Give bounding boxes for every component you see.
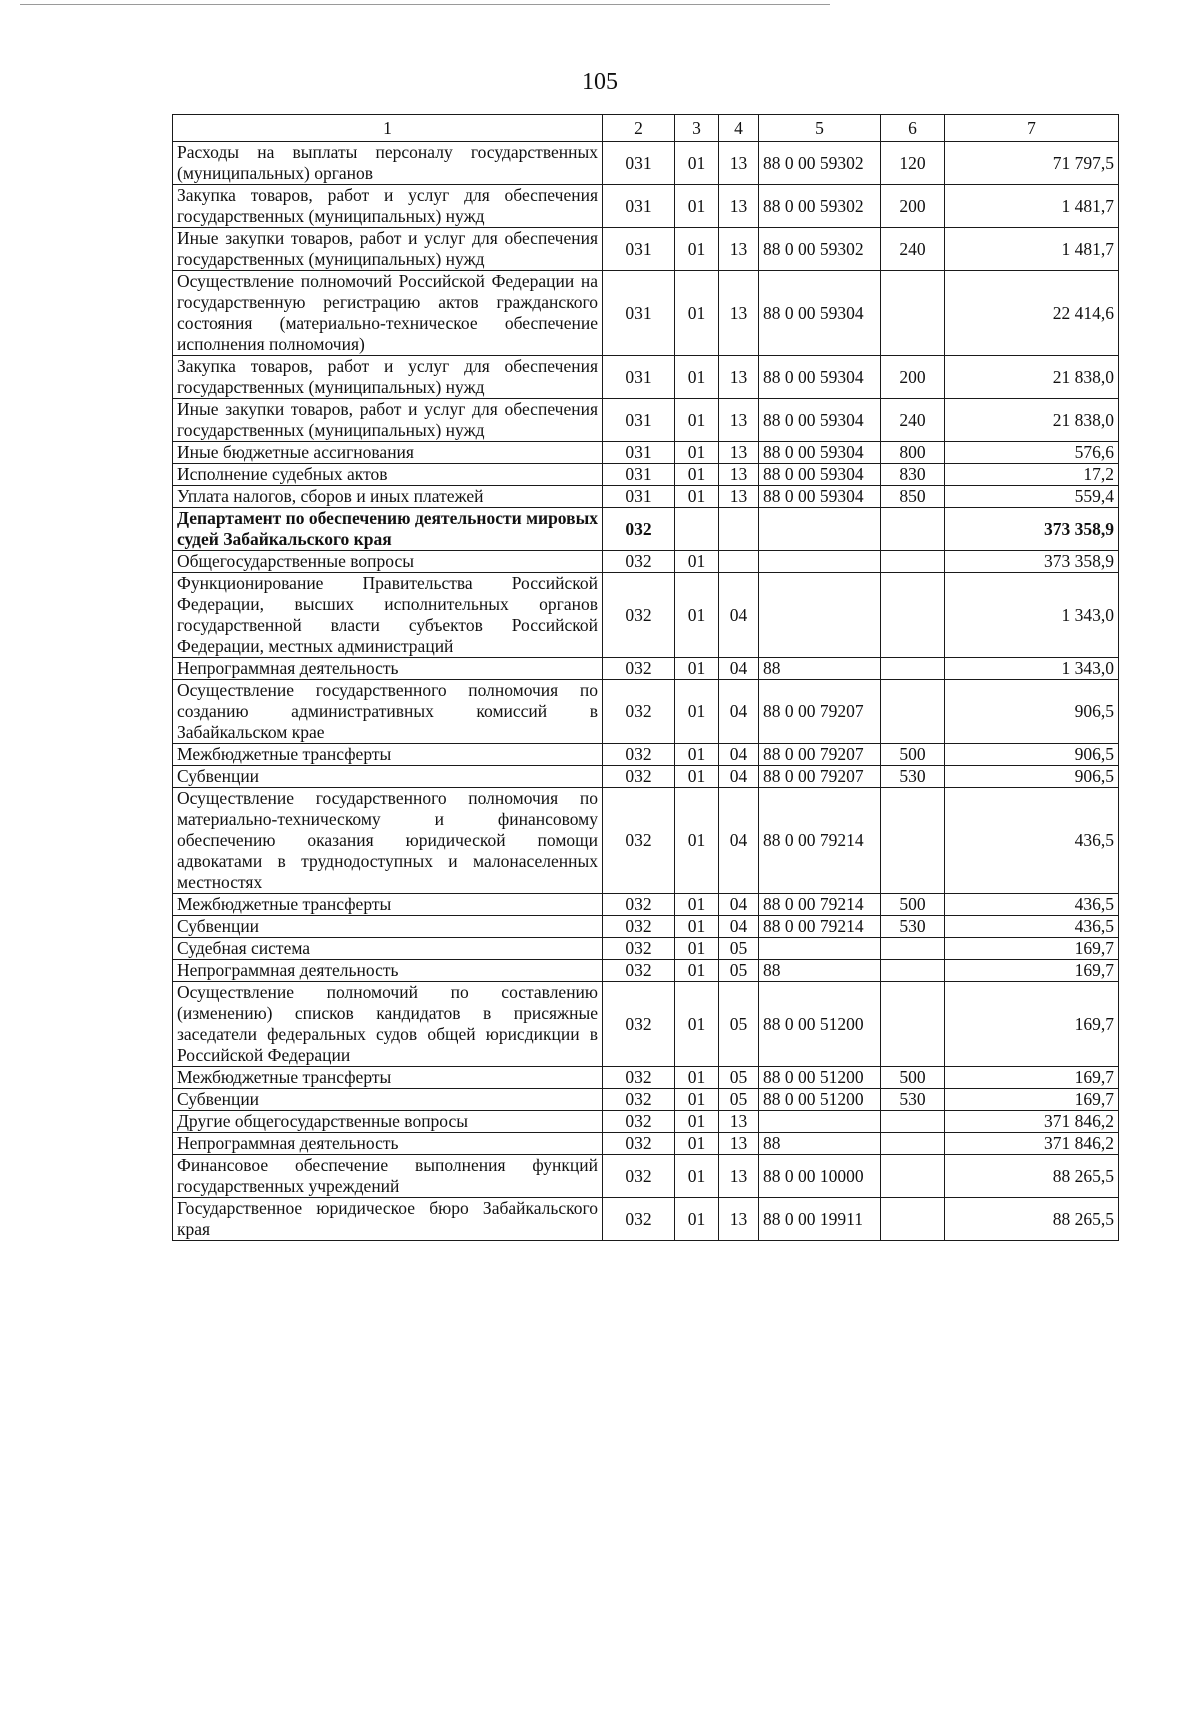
subsection-code: 13 (719, 356, 759, 399)
expense-type-code (881, 788, 945, 894)
section-code: 01 (675, 356, 719, 399)
table-row (173, 982, 1119, 1067)
section-code: 01 (675, 1111, 719, 1133)
section-code: 01 (675, 573, 719, 658)
target-article-code: 88 (759, 1133, 881, 1155)
ministry-code: 032 (603, 1089, 675, 1111)
section-code: 01 (675, 228, 719, 271)
subsection-code: 04 (719, 744, 759, 766)
target-article-code (759, 573, 881, 658)
table-row (173, 766, 1119, 788)
section-code (675, 508, 719, 551)
item-name: Иные закупки товаров, работ и услуг для обеспечения государственных (муниципальных) нужд (173, 399, 603, 442)
item-name: Исполнение судебных актов (173, 464, 603, 486)
table-row (173, 744, 1119, 766)
expense-type-code (881, 658, 945, 680)
subsection-code: 05 (719, 1067, 759, 1089)
ministry-code: 032 (603, 1111, 675, 1133)
target-article-code: 88 0 00 79214 (759, 788, 881, 894)
col-header-2: 2 (603, 115, 675, 142)
section-code: 01 (675, 680, 719, 744)
subsection-code: 04 (719, 766, 759, 788)
table-row (173, 788, 1119, 894)
section-code: 01 (675, 960, 719, 982)
ministry-code: 032 (603, 573, 675, 658)
target-article-code: 88 0 00 59302 (759, 228, 881, 271)
ministry-code: 032 (603, 960, 675, 982)
amount: 88 265,5 (945, 1198, 1119, 1241)
item-name: Судебная система (173, 938, 603, 960)
section-code: 01 (675, 788, 719, 894)
item-name: Осуществление государственного полномочия по созданию административных комиссий в Забайкальском крае (173, 680, 603, 744)
expense-type-code (881, 271, 945, 356)
table-row (173, 573, 1119, 658)
target-article-code: 88 0 00 51200 (759, 1089, 881, 1111)
subsection-code: 13 (719, 1111, 759, 1133)
amount: 371 846,2 (945, 1133, 1119, 1155)
target-article-code: 88 0 00 59302 (759, 142, 881, 185)
item-name: Межбюджетные трансферты (173, 1067, 603, 1089)
item-name: Финансовое обеспечение выполнения функций государственных учреждений (173, 1155, 603, 1198)
expense-type-code: 850 (881, 486, 945, 508)
section-code: 01 (675, 399, 719, 442)
item-name: Непрограммная деятельность (173, 960, 603, 982)
amount: 169,7 (945, 960, 1119, 982)
amount: 371 846,2 (945, 1111, 1119, 1133)
amount: 21 838,0 (945, 356, 1119, 399)
ministry-code: 032 (603, 1067, 675, 1089)
subsection-code: 04 (719, 658, 759, 680)
item-name: Осуществление полномочий Российской Федерации на государственную регистрацию актов гражданского состояния (материально-техническое обеспечение исполнения полномочия) (173, 271, 603, 356)
item-name: Закупка товаров, работ и услуг для обеспечения государственных (муниципальных) нужд (173, 356, 603, 399)
expense-type-code: 530 (881, 766, 945, 788)
expense-type-code: 500 (881, 744, 945, 766)
table-row (173, 680, 1119, 744)
page-number: 105 (582, 69, 618, 95)
amount: 169,7 (945, 982, 1119, 1067)
subsection-code: 05 (719, 960, 759, 982)
ministry-code: 032 (603, 744, 675, 766)
subsection-code (719, 551, 759, 573)
table-row (173, 508, 1119, 551)
table-row (173, 1111, 1119, 1133)
expense-type-code (881, 1155, 945, 1198)
section-code: 01 (675, 766, 719, 788)
subsection-code: 05 (719, 1089, 759, 1111)
expense-type-code (881, 1111, 945, 1133)
table-row (173, 938, 1119, 960)
subsection-code (719, 508, 759, 551)
subsection-code: 04 (719, 680, 759, 744)
table-row (173, 1133, 1119, 1155)
item-name: Межбюджетные трансферты (173, 744, 603, 766)
target-article-code: 88 0 00 79207 (759, 680, 881, 744)
target-article-code: 88 0 00 10000 (759, 1155, 881, 1198)
expense-type-code: 500 (881, 894, 945, 916)
item-name: Субвенции (173, 766, 603, 788)
amount: 88 265,5 (945, 1155, 1119, 1198)
ministry-code: 031 (603, 142, 675, 185)
expense-type-code (881, 1198, 945, 1241)
target-article-code: 88 0 00 51200 (759, 1067, 881, 1089)
ministry-code: 031 (603, 486, 675, 508)
target-article-code: 88 0 00 59304 (759, 464, 881, 486)
item-name: Осуществление государственного полномочия по материально-техническому и финансовому обеспечению оказания юридической помощи адвокатами в труднодоступных и малонаселенных местностях (173, 788, 603, 894)
item-name: Уплата налогов, сборов и иных платежей (173, 486, 603, 508)
ministry-code: 032 (603, 680, 675, 744)
section-code: 01 (675, 1133, 719, 1155)
target-article-code: 88 (759, 960, 881, 982)
expense-type-code (881, 508, 945, 551)
ministry-code: 032 (603, 1198, 675, 1241)
item-name: Непрограммная деятельность (173, 1133, 603, 1155)
table-row (173, 960, 1119, 982)
table-body (173, 142, 1119, 1241)
item-name: Государственное юридическое бюро Забайкальского края (173, 1198, 603, 1241)
section-code: 01 (675, 271, 719, 356)
subsection-code: 13 (719, 464, 759, 486)
subsection-code: 13 (719, 442, 759, 464)
subsection-code: 13 (719, 1133, 759, 1155)
expense-type-code (881, 982, 945, 1067)
table-row (173, 271, 1119, 356)
subsection-code: 13 (719, 185, 759, 228)
target-article-code: 88 0 00 79214 (759, 894, 881, 916)
table-row (173, 658, 1119, 680)
target-article-code (759, 1111, 881, 1133)
expense-type-code (881, 551, 945, 573)
section-code: 01 (675, 1067, 719, 1089)
table-row (173, 916, 1119, 938)
amount: 169,7 (945, 938, 1119, 960)
col-header-7: 7 (945, 115, 1119, 142)
amount: 169,7 (945, 1089, 1119, 1111)
expense-type-code: 240 (881, 399, 945, 442)
target-article-code: 88 0 00 79207 (759, 766, 881, 788)
item-name: Департамент по обеспечению деятельности мировых судей Забайкальского края (173, 508, 603, 551)
ministry-code: 031 (603, 356, 675, 399)
expense-type-code: 120 (881, 142, 945, 185)
amount: 436,5 (945, 894, 1119, 916)
col-header-4: 4 (719, 115, 759, 142)
section-code: 01 (675, 1089, 719, 1111)
subsection-code: 04 (719, 573, 759, 658)
section-code: 01 (675, 1155, 719, 1198)
item-name: Иные бюджетные ассигнования (173, 442, 603, 464)
ministry-code: 031 (603, 399, 675, 442)
amount: 17,2 (945, 464, 1119, 486)
amount: 1 343,0 (945, 573, 1119, 658)
ministry-code: 031 (603, 464, 675, 486)
item-name: Расходы на выплаты персоналу государственных (муниципальных) органов (173, 142, 603, 185)
subsection-code: 04 (719, 916, 759, 938)
amount: 1 343,0 (945, 658, 1119, 680)
section-code: 01 (675, 142, 719, 185)
table-row (173, 464, 1119, 486)
ministry-code: 031 (603, 185, 675, 228)
item-name: Общегосударственные вопросы (173, 551, 603, 573)
expense-type-code: 800 (881, 442, 945, 464)
table-row (173, 1089, 1119, 1111)
section-code: 01 (675, 658, 719, 680)
target-article-code: 88 0 00 59304 (759, 442, 881, 464)
table-row (173, 228, 1119, 271)
col-header-1: 1 (173, 115, 603, 142)
amount: 373 358,9 (945, 508, 1119, 551)
section-code: 01 (675, 982, 719, 1067)
table-row (173, 399, 1119, 442)
expense-type-code (881, 960, 945, 982)
expense-type-code: 530 (881, 1089, 945, 1111)
table-row (173, 551, 1119, 573)
target-article-code: 88 0 00 59304 (759, 486, 881, 508)
scan-top-rule (20, 4, 830, 5)
item-name: Осуществление полномочий по составлению (изменению) списков кандидатов в присяжные заседатели федеральных судов общей юрисдикции в Российской Федерации (173, 982, 603, 1067)
ministry-code: 032 (603, 551, 675, 573)
ministry-code: 032 (603, 894, 675, 916)
amount: 22 414,6 (945, 271, 1119, 356)
section-code: 01 (675, 464, 719, 486)
target-article-code (759, 938, 881, 960)
ministry-code: 032 (603, 982, 675, 1067)
target-article-code: 88 0 00 79207 (759, 744, 881, 766)
item-name: Непрограммная деятельность (173, 658, 603, 680)
expense-type-code (881, 1133, 945, 1155)
section-code: 01 (675, 486, 719, 508)
ministry-code: 032 (603, 1155, 675, 1198)
expense-type-code: 500 (881, 1067, 945, 1089)
amount: 576,6 (945, 442, 1119, 464)
amount: 1 481,7 (945, 228, 1119, 271)
target-article-code: 88 0 00 59304 (759, 271, 881, 356)
ministry-code: 032 (603, 938, 675, 960)
amount: 559,4 (945, 486, 1119, 508)
subsection-code: 04 (719, 894, 759, 916)
expense-type-code (881, 938, 945, 960)
table-row (173, 894, 1119, 916)
amount: 906,5 (945, 766, 1119, 788)
col-header-6: 6 (881, 115, 945, 142)
table-row (173, 1155, 1119, 1198)
item-name: Межбюджетные трансферты (173, 894, 603, 916)
expense-type-code (881, 680, 945, 744)
section-code: 01 (675, 916, 719, 938)
subsection-code: 05 (719, 982, 759, 1067)
target-article-code (759, 551, 881, 573)
target-article-code: 88 0 00 59304 (759, 399, 881, 442)
expense-type-code: 830 (881, 464, 945, 486)
expense-type-code: 530 (881, 916, 945, 938)
subsection-code: 13 (719, 1155, 759, 1198)
ministry-code: 032 (603, 916, 675, 938)
expense-type-code (881, 573, 945, 658)
target-article-code: 88 0 00 19911 (759, 1198, 881, 1241)
col-header-5: 5 (759, 115, 881, 142)
amount: 169,7 (945, 1067, 1119, 1089)
table-row (173, 486, 1119, 508)
section-code: 01 (675, 185, 719, 228)
expense-type-code: 200 (881, 185, 945, 228)
ministry-code: 031 (603, 442, 675, 464)
table-row (173, 442, 1119, 464)
section-code: 01 (675, 442, 719, 464)
col-header-3: 3 (675, 115, 719, 142)
amount: 436,5 (945, 788, 1119, 894)
target-article-code: 88 (759, 658, 881, 680)
target-article-code (759, 508, 881, 551)
amount: 436,5 (945, 916, 1119, 938)
item-name: Иные закупки товаров, работ и услуг для обеспечения государственных (муниципальных) нужд (173, 228, 603, 271)
item-name: Функционирование Правительства Российской Федерации, высших исполнительных органов государственной власти субъектов Российской Федерации, местных администраций (173, 573, 603, 658)
subsection-code: 13 (719, 1198, 759, 1241)
subsection-code: 13 (719, 142, 759, 185)
table-row (173, 185, 1119, 228)
subsection-code: 05 (719, 938, 759, 960)
ministry-code: 032 (603, 658, 675, 680)
section-code: 01 (675, 1198, 719, 1241)
target-article-code: 88 0 00 59304 (759, 356, 881, 399)
budget-table (172, 114, 1119, 1241)
table-row (173, 356, 1119, 399)
amount: 71 797,5 (945, 142, 1119, 185)
subsection-code: 13 (719, 228, 759, 271)
expense-type-code: 240 (881, 228, 945, 271)
table-row (173, 1198, 1119, 1241)
expense-type-code: 200 (881, 356, 945, 399)
amount: 1 481,7 (945, 185, 1119, 228)
item-name: Субвенции (173, 1089, 603, 1111)
subsection-code: 13 (719, 399, 759, 442)
item-name: Закупка товаров, работ и услуг для обеспечения государственных (муниципальных) нужд (173, 185, 603, 228)
target-article-code: 88 0 00 79214 (759, 916, 881, 938)
ministry-code: 031 (603, 228, 675, 271)
section-code: 01 (675, 894, 719, 916)
section-code: 01 (675, 938, 719, 960)
amount: 906,5 (945, 744, 1119, 766)
ministry-code: 032 (603, 1133, 675, 1155)
ministry-code: 032 (603, 788, 675, 894)
amount: 21 838,0 (945, 399, 1119, 442)
header-row (173, 115, 1119, 142)
table-row (173, 1067, 1119, 1089)
target-article-code: 88 0 00 59302 (759, 185, 881, 228)
amount: 373 358,9 (945, 551, 1119, 573)
subsection-code: 13 (719, 486, 759, 508)
target-article-code: 88 0 00 51200 (759, 982, 881, 1067)
item-name: Другие общегосударственные вопросы (173, 1111, 603, 1133)
ministry-code: 032 (603, 766, 675, 788)
subsection-code: 04 (719, 788, 759, 894)
section-code: 01 (675, 551, 719, 573)
amount: 906,5 (945, 680, 1119, 744)
table-row (173, 142, 1119, 185)
ministry-code: 031 (603, 271, 675, 356)
subsection-code: 13 (719, 271, 759, 356)
ministry-code: 032 (603, 508, 675, 551)
item-name: Субвенции (173, 916, 603, 938)
section-code: 01 (675, 744, 719, 766)
